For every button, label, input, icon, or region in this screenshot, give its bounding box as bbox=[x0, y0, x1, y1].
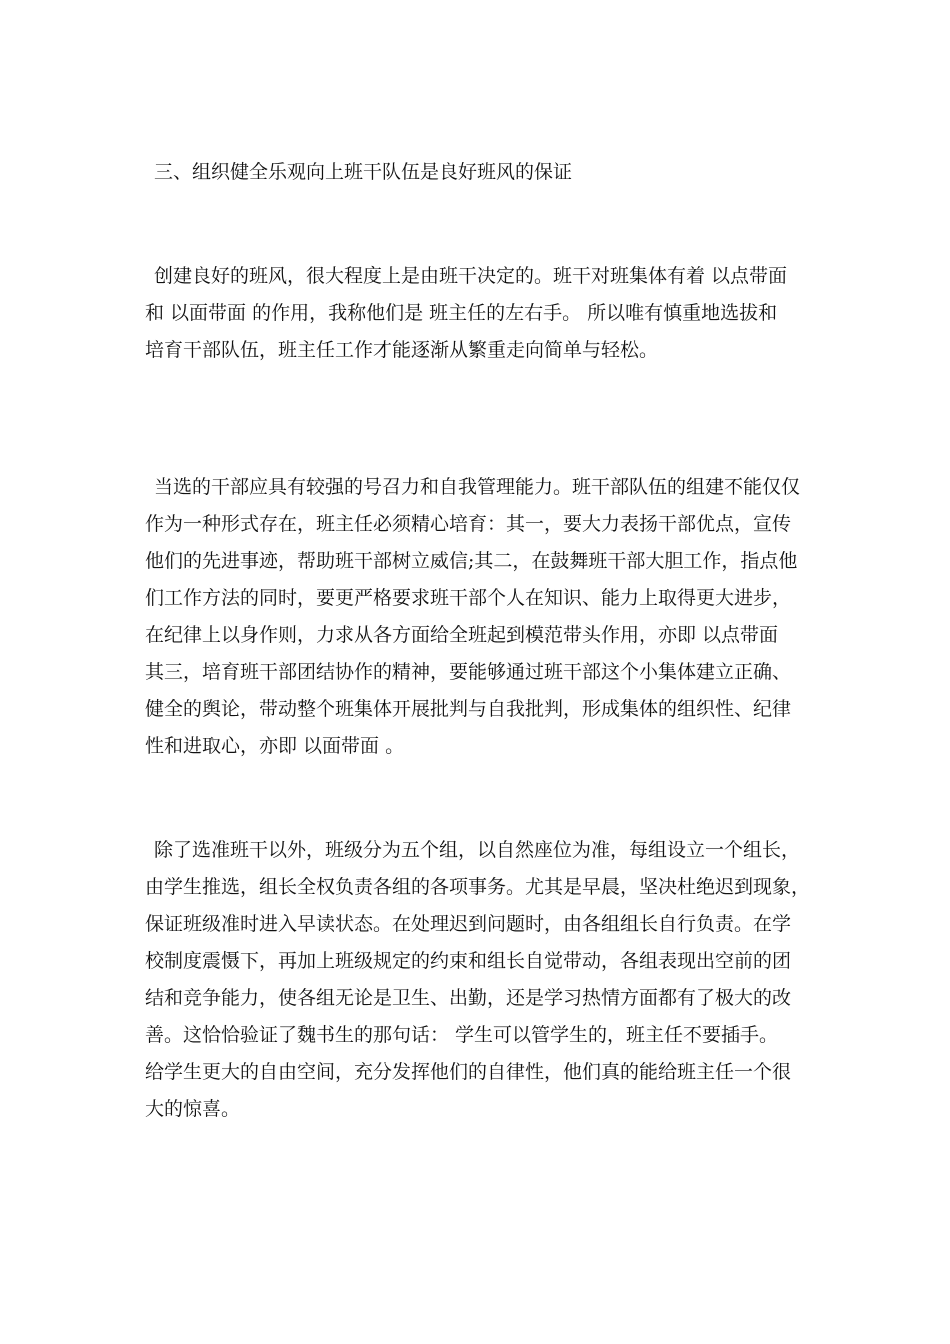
paragraph-class-cadre-importance bbox=[145, 258, 815, 369]
paragraph-line: 善。这恰恰验证了魏书生的那句话： 学生可以管学生的，班主任不要插手。 bbox=[145, 1024, 779, 1046]
paragraph-group-leaders bbox=[145, 832, 815, 1128]
paragraph-line: 校制度震慑下，再加上班级规定的约束和组长自觉带动，各组表现出空前的团 bbox=[145, 950, 792, 972]
paragraph-line: 结和竞争能力，使各组无论是卫生、出勤，还是学习热情方面都有了极大的改 bbox=[145, 987, 792, 1009]
paragraph-line: 其三，培育班干部团结协作的精神，要能够通过班干部这个小集体建立正确、 bbox=[145, 661, 792, 683]
paragraph-line: 创建良好的班风，很大程度上是由班干决定的。班干对班集体有着 以点带面 bbox=[154, 265, 788, 287]
paragraph-line: 他们的先进事迹，帮助班干部树立威信;其二，在鼓舞班干部大胆工作，指点他 bbox=[145, 550, 798, 572]
section-heading: 三、组织健全乐观向上班干队伍是良好班风的保证 bbox=[154, 161, 573, 183]
paragraph-line: 培育干部队伍，班主任工作才能逐渐从繁重走向简单与轻松。 bbox=[145, 339, 659, 361]
paragraph-line: 当选的干部应具有较强的号召力和自我管理能力。班干部队伍的组建不能仅仅 bbox=[154, 476, 801, 498]
paragraph-line: 保证班级准时进入早读状态。在处理迟到问题时，由各组组长自行负责。在学 bbox=[145, 913, 792, 935]
paragraph-line: 由学生推选，组长全权负责各组的各项事务。尤其是早晨，坚决杜绝迟到现象， bbox=[145, 876, 811, 898]
paragraph-line: 给学生更大的自由空间，充分发挥他们的自律性，他们真的能给班主任一个很 bbox=[145, 1061, 792, 1083]
paragraph-line: 大的惊喜。 bbox=[145, 1098, 241, 1120]
paragraph-line: 健全的舆论，带动整个班集体开展批判与自我批判，形成集体的组织性、纪律 bbox=[145, 698, 792, 720]
paragraph-line: 在纪律上以身作则，力求从各方面给全班起到模范带头作用，亦即 以点带面 bbox=[145, 624, 779, 646]
paragraph-line: 作为一种形式存在，班主任必须精心培育：其一，要大力表扬干部优点，宣传 bbox=[145, 513, 792, 535]
paragraph-cadre-cultivation bbox=[145, 469, 815, 765]
paragraph-line: 除了选准班干以外，班级分为五个组，以自然座位为准，每组设立一个组长， bbox=[154, 839, 801, 861]
paragraph-line: 们工作方法的同时，要更严格要求班干部个人在知识、能力上取得更大进步， bbox=[145, 587, 792, 609]
paragraph-line: 和 以面带面 的作用，我称他们是 班主任的左右手。 所以唯有慎重地选拔和 bbox=[145, 302, 778, 324]
paragraph-line: 性和进取心，亦即 以面带面 。 bbox=[145, 735, 405, 757]
